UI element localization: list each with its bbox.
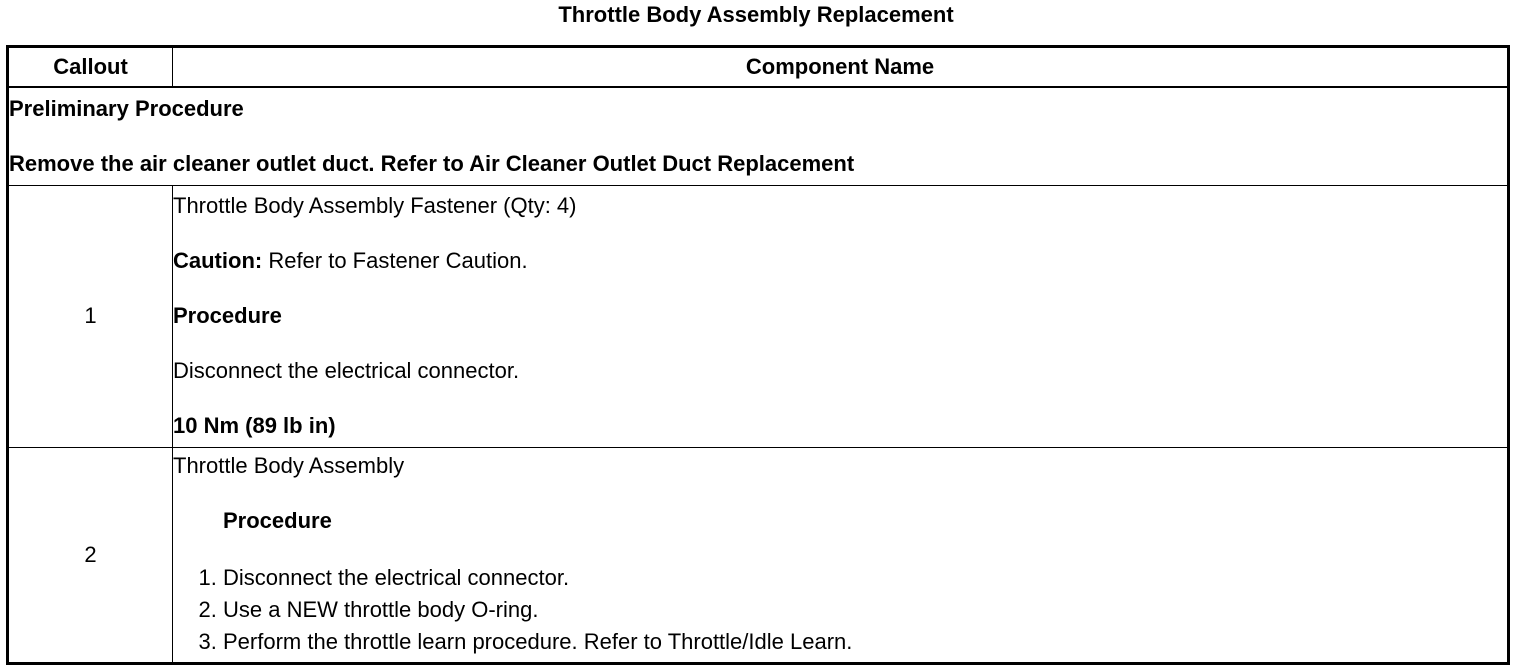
list-item: 3. Perform the throttle learn procedure. Refer to Throttle/Idle Learn. — [223, 626, 1507, 658]
callout-cell: 1 — [8, 185, 173, 447]
component-cell — [173, 447, 1509, 663]
table-row — [8, 185, 1509, 447]
torque-spec: 10 Nm (89 lb in) — [173, 413, 336, 438]
preliminary-text: Remove the air cleaner outlet duct. Refer to Air Cleaner Outlet Duct Replacement — [9, 150, 855, 176]
caution-label: Caution: — [173, 248, 263, 273]
caution-text: Refer to Fastener Caution. — [262, 248, 528, 273]
procedure-heading: Procedure — [223, 507, 332, 533]
component-name: Throttle Body Assembly Fastener (Qty: 4) — [173, 193, 577, 218]
procedure-heading: Procedure — [173, 303, 282, 328]
table-row — [8, 447, 1509, 663]
procedure-table — [6, 45, 1510, 665]
callout-cell: 2 — [8, 447, 173, 663]
page-title: Throttle Body Assembly Replacement — [558, 2, 954, 27]
procedure-text: Disconnect the electrical connector. — [173, 358, 520, 383]
procedure-steps — [173, 562, 1507, 658]
preliminary-row — [8, 87, 1509, 185]
callout-header: Callout — [8, 47, 173, 88]
component-cell — [173, 185, 1509, 447]
preliminary-heading: Preliminary Procedure — [9, 95, 244, 121]
table-header-row — [8, 47, 1509, 88]
component-name: Throttle Body Assembly — [173, 452, 405, 478]
preliminary-cell — [8, 87, 1509, 185]
list-item: 1. Disconnect the electrical connector. — [223, 562, 1507, 594]
component-name-header: Component Name — [173, 47, 1509, 88]
list-item: 2. Use a NEW throttle body O-ring. — [223, 594, 1507, 626]
caution-line — [173, 247, 1507, 275]
